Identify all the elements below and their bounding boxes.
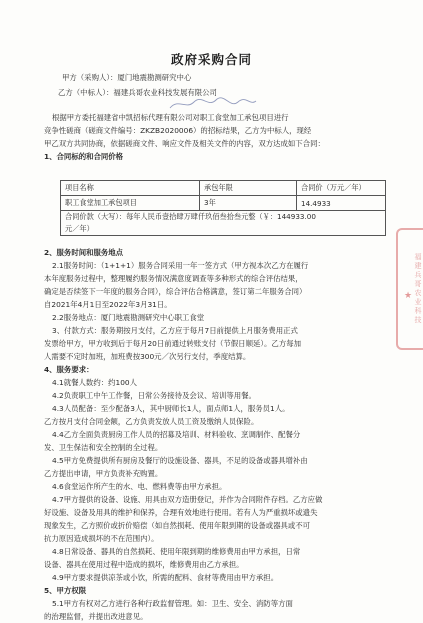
table-header-cell: 合同价（万元／年） xyxy=(297,181,386,196)
body-line: 4.6食堂运作所产生的水、电、燃料费等由甲方承担。 xyxy=(52,482,227,491)
body-line: 发票给甲方，甲方收到后于每月20日前通过转账支付（节假日顺延）。乙方每加 xyxy=(44,339,301,348)
section-heading: 5、甲方权限 xyxy=(44,586,87,595)
table-header-row xyxy=(61,181,386,196)
body-line: 4.9甲方要求提供凉茶或小饮，所需的配料、食材等费用由甲方承担。 xyxy=(52,573,279,582)
body-line: 人需要不定时加班，加班费按300元／次另行支付，季度结算。 xyxy=(44,352,251,361)
body-line: 乙方提出申请，甲方负责补充购置。 xyxy=(44,469,163,478)
table-cell: 职工食堂加工承包项目 xyxy=(61,196,200,211)
company-seal-stamp: 福建兵哥农业科技 xyxy=(396,228,423,350)
table-cell: 14.4933 xyxy=(297,196,386,211)
section-heading: 4、服务要求： xyxy=(44,365,94,374)
body-line: 抗力原因造成损坏的不在范围内）。 xyxy=(44,534,159,543)
table-row-total xyxy=(61,211,386,236)
body-line: 乙方按月支付合同金额，乙方负责发放人员工资及缴纳人员保险。 xyxy=(44,417,259,426)
body-line: 4.7甲方提供的设备、设施、用具由双方造册登记，并作为合同附件存档。乙方应做 xyxy=(52,495,323,504)
table-total-cell xyxy=(61,211,386,236)
section-heading-1: 1、合同标的和合同价格 xyxy=(44,152,124,161)
body-line: 4.4乙方全面负责厨房工作人员的招募及培训、材料验收、烹调制作、配餐分 xyxy=(52,430,301,439)
document-title: 政府采购合同 xyxy=(170,52,252,67)
intro-line-3: 甲乙双方共同协商，依据磋商文件、响应文件及相关文件的内容，双方达成如下合同： xyxy=(44,139,325,148)
body-line: 现象发生，乙方照价或折价赔偿（如自然损耗、使用年限到期的设备或器具或不可 xyxy=(44,521,311,530)
table-row xyxy=(61,196,386,211)
party-a-line: 甲方（采购人）：厦门地震勘测研究中心 xyxy=(62,73,192,82)
body-line: 好设施、设备及用具的维护和保养，合理有效地进行使用。若有人为严重损坏或遗失 xyxy=(44,508,318,517)
body-line: 设备、器具在使用过程中造成的损坏，维修费用由乙方承担。 xyxy=(44,560,244,569)
body-line: 自2021年4月1日至2022年3月31日。 xyxy=(44,300,172,309)
handwritten-signature xyxy=(168,96,258,112)
seal-star-icon: ★ xyxy=(404,291,413,301)
body-line: 本年度服务过程中，整理履约服务情况满意度调查等多种形式的综合评估结果， xyxy=(44,274,303,283)
intro-line-2: 竞争性磋商（磋商文件编号：ZKZB2020006）的招标结果，乙方为中标人，现经 xyxy=(44,126,312,135)
body-line: 确定是否续签下一年度的服务合同），综合评估合格满意，签订第二年服务合同） xyxy=(44,287,307,296)
table-cell: 3年 xyxy=(200,196,297,211)
section-heading: 2、服务时间和服务地点 xyxy=(44,248,124,257)
body-line: 4.5甲方免费提供所有厨房及餐厅的设施设备、器具，不足的设备或器具增补由 xyxy=(52,456,308,465)
total-amount-unit: 元／年） xyxy=(65,224,94,233)
body-line: 2.2服务地点：厦门地震勘测研究中心职工食堂 xyxy=(52,313,205,322)
body-line: 的治理监督，并提出改进意见。 xyxy=(44,612,148,621)
body-line: 4.8日常设备、器具的自然损耗、使用年限到期的维修费用由甲方承担，日常 xyxy=(52,547,301,556)
party-b-line: 乙方（中标人）：福建兵哥农业科技发展有限公司 xyxy=(58,88,217,97)
total-amount-text: 合同价款（大写）：每年人民币壹拾肆万肆仟玖佰叁拾叁元整（￥：144933.00 xyxy=(65,212,316,221)
body-line: 2.1服务时间：（1+1+1）服务合同采用一年一签方式（甲方视本次乙方在履行 xyxy=(52,261,309,270)
body-line: 4.2负责职工中午工作餐，日常公务接待及会议、培训等用餐。 xyxy=(52,391,256,400)
table-header-cell: 项目名称 xyxy=(61,181,200,196)
body-line: 4.3人员配备：至少配备3人，其中厨师长1人，面点师1人，服务员1人。 xyxy=(52,404,290,413)
body-line: 4.1就餐人数约：约100人 xyxy=(52,378,137,387)
body-line: 5.1甲方有权对乙方进行各种行政监督管理。如：卫生、安全、消防等方面 xyxy=(52,599,293,608)
contract-price-table xyxy=(60,180,386,236)
table-header-cell: 承包年限 xyxy=(200,181,297,196)
intro-line-1: 根据甲方委托福建省中凯招标代理有限公司对职工食堂加工承包项目进行 xyxy=(52,113,289,122)
body-line: 发、卫生保洁和安全控制的全过程。 xyxy=(44,443,163,452)
body-line: 3、付款方式：服务期按月支付，乙方应于每月7日前提供上月服务费用正式 xyxy=(52,326,298,335)
